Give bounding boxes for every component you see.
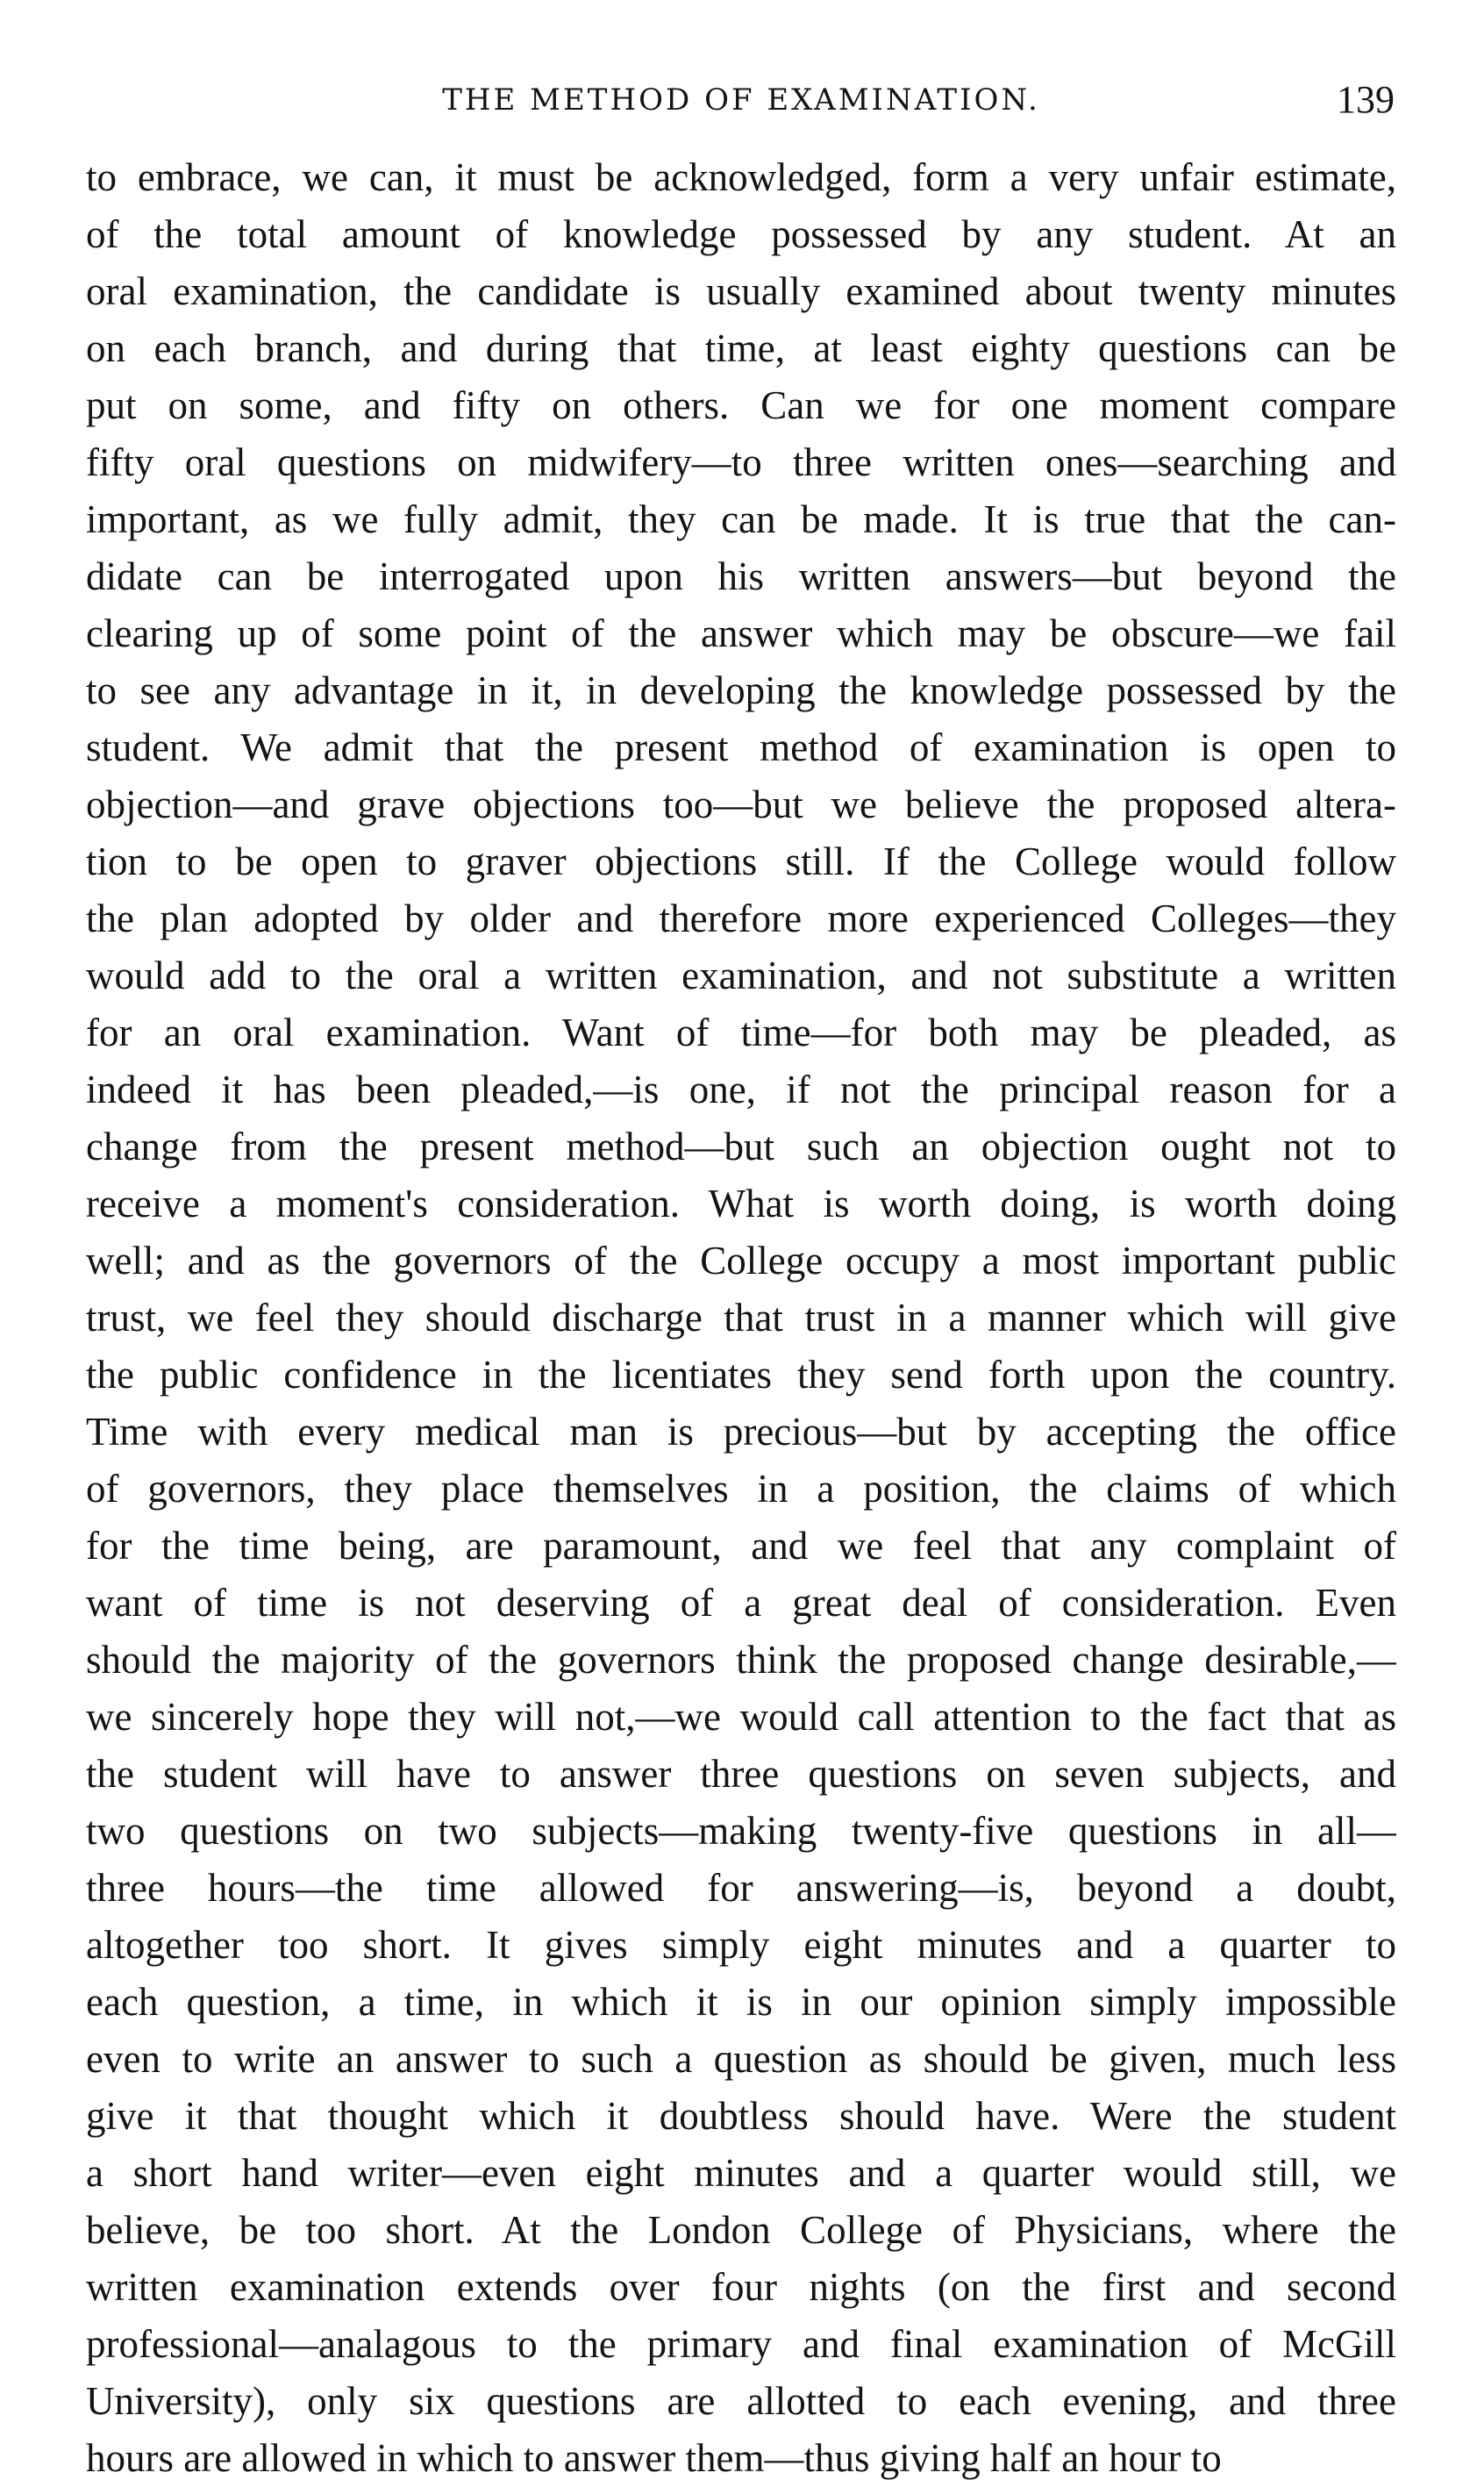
- text-line: trust, we feel they should discharge that trust in a manner which will give: [86, 1296, 1396, 1340]
- text-line: give it that thought which it doubtless should have. Were the student: [86, 2094, 1396, 2138]
- text-line: clearing up of some point of the answer which may be obscure—we fail: [86, 611, 1396, 655]
- running-title: THE METHOD OF EXAMINATION.: [442, 82, 1040, 118]
- text-line: to embrace, we can, it must be acknowledged, form a very unfair estimate,: [86, 155, 1396, 199]
- text-line: of the total amount of knowledge possessed by any student. At an: [86, 212, 1396, 256]
- text-line: to see any advantage in it, in developing the knowledge possessed by the: [86, 668, 1396, 712]
- text-line: altogether too short. It gives simply eight minutes and a quarter to: [86, 1923, 1396, 1967]
- text-line: should the majority of the governors think the proposed change desirable,—: [86, 1638, 1396, 1682]
- text-line: the student will have to answer three questions on seven subjects, and: [86, 1752, 1396, 1796]
- text-line: well; and as the governors of the College occupy a most important public: [86, 1239, 1396, 1283]
- text-line: for the time being, are paramount, and we feel that any complaint of: [86, 1524, 1396, 1568]
- text-line: the plan adopted by older and therefore more experienced Colleges—they: [86, 897, 1396, 940]
- text-line: objection—and grave objections too—but we believe the proposed altera-: [86, 783, 1396, 826]
- text-line: for an oral examination. Want of time—for both may be pleaded, as: [86, 1011, 1396, 1054]
- text-line: didate can be interrogated upon his written answers—but beyond the: [86, 554, 1396, 598]
- text-line: three hours—the time allowed for answering—is, beyond a doubt,: [86, 1866, 1396, 1910]
- text-line: the public confidence in the licentiates they send forth upon the country.: [86, 1353, 1396, 1397]
- text-line: Time with every medical man is precious—but by accepting the office: [86, 1410, 1396, 1454]
- text-line: tion to be open to graver objections still. If the College would follow: [86, 840, 1396, 883]
- text-line: hours are allowed in which to answer them—thus giving half an hour to: [86, 2436, 1222, 2480]
- text-line: fifty oral questions on midwifery—to three written ones—searching and: [86, 440, 1396, 484]
- text-line: University), only six questions are allotted to each evening, and three: [86, 2379, 1396, 2423]
- text-line: believe, be too short. At the London College of Physicians, where the: [86, 2208, 1396, 2252]
- text-line: of governors, they place themselves in a position, the claims of which: [86, 1467, 1396, 1511]
- text-line: written examination extends over four nights (on the first and second: [86, 2265, 1396, 2309]
- text-line: even to write an answer to such a question as should be given, much less: [86, 2037, 1396, 2081]
- text-line: change from the present method—but such an objection ought not to: [86, 1125, 1396, 1168]
- text-line: a short hand writer—even eight minutes and a quarter would still, we: [86, 2151, 1396, 2195]
- text-line: put on some, and fifty on others. Can we for one moment compare: [86, 383, 1396, 427]
- text-line: each question, a time, in which it is in our opinion simply impossible: [86, 1980, 1396, 2024]
- text-line: receive a moment's consideration. What is worth doing, is worth doing: [86, 1182, 1396, 1226]
- text-line: indeed it has been pleaded,—is one, if not the principal reason for a: [86, 1068, 1396, 1111]
- text-line: oral examination, the candidate is usually examined about twenty minutes: [86, 269, 1396, 313]
- running-head: [88, 77, 1395, 130]
- text-line: professional—analagous to the primary and final examination of McGill: [86, 2322, 1396, 2366]
- text-line: want of time is not deserving of a great deal of consideration. Even: [86, 1581, 1396, 1625]
- body-text: [86, 149, 1396, 2487]
- text-line: would add to the oral a written examination, and not substitute a written: [86, 954, 1396, 997]
- text-line: on each branch, and during that time, at least eighty questions can be: [86, 326, 1396, 370]
- text-line: student. We admit that the present method of examination is open to: [86, 725, 1396, 769]
- text-line: two questions on two subjects—making twenty-five questions in all—: [86, 1809, 1396, 1853]
- text-line: we sincerely hope they will not,—we would call attention to the fact that as: [86, 1695, 1396, 1739]
- page-number: 139: [1337, 78, 1395, 121]
- text-line: important, as we fully admit, they can be made. It is true that the can-: [86, 497, 1396, 541]
